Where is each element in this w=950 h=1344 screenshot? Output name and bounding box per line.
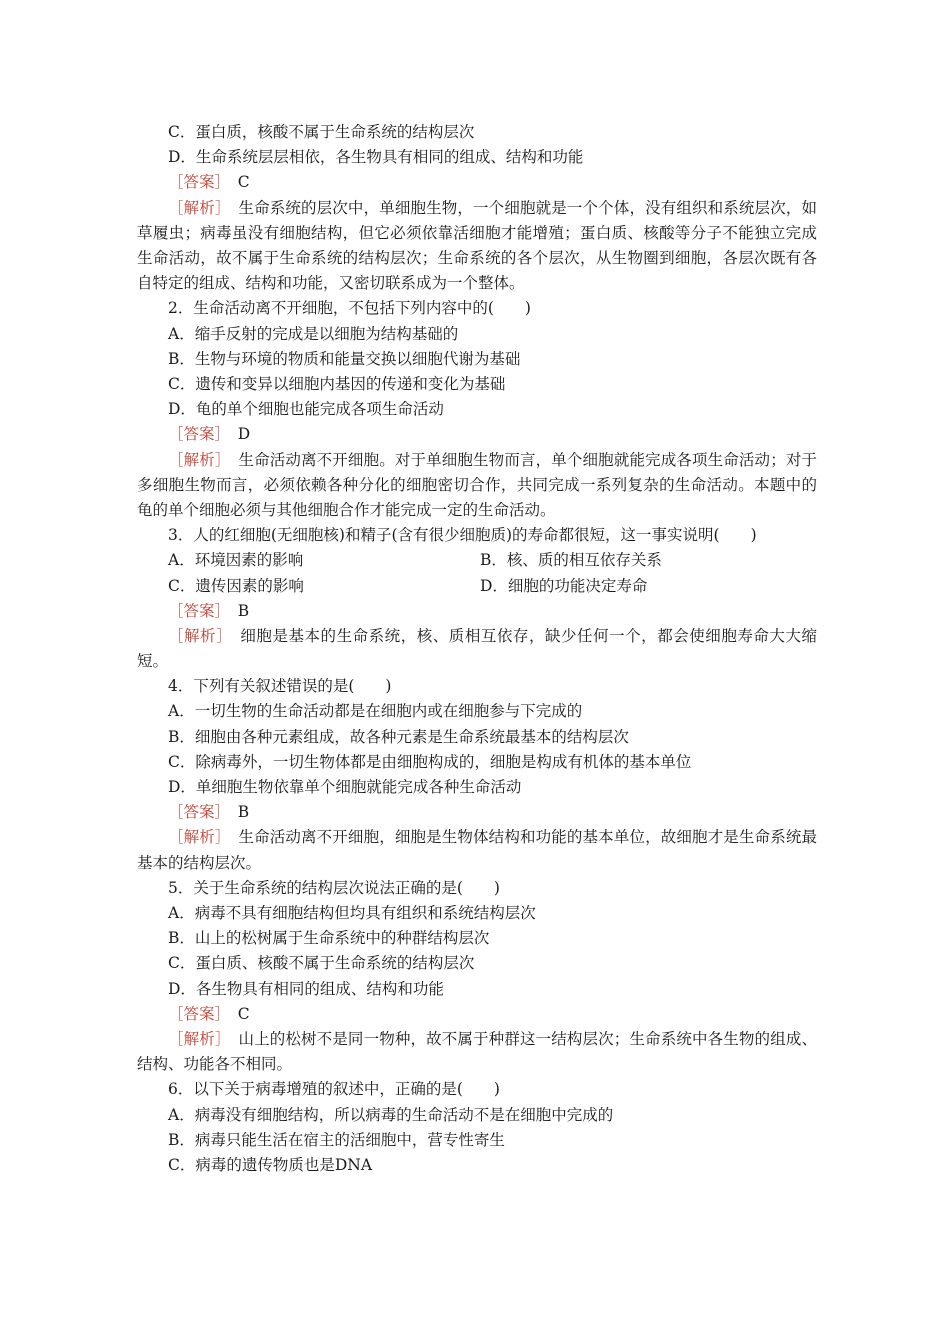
answer-tag: ［答案］ (168, 601, 223, 620)
explanation-text: 细胞是基本的生命系统，核、质相互依存，缺少任何一个，都会使细胞寿命大大缩短。 (137, 626, 817, 671)
q5-option-c: C．蛋白质、核酸不属于生命系统的结构层次 (168, 954, 475, 973)
q5-option-a: A．病毒不具有细胞结构但均具有组织和系统结构层次 (168, 904, 536, 922)
q5-option-b: B．山上的松树属于生命系统中的种群结构层次 (168, 929, 490, 948)
q4-explanation (137, 825, 817, 875)
q3-explanation (137, 624, 817, 674)
answer-tag: ［答案］ (168, 425, 223, 444)
q3-options-row-2 (137, 574, 817, 599)
explanation-text: 生命系统的层次中，单细胞生物，一个细胞就是一个个体，没有组织和系统层次，如草履虫；病毒虽没有细胞结构，但它必须依靠活细胞才能增殖；蛋白质、核酸等分子不能独立完成生命活动，故不属于生命系统的结构层次；生命系统的各个层次，从生物圈到细胞，各层次既有各自特定的组成、结构和功能，又密切联系成为一个整体。 (137, 198, 817, 293)
q6-option-b: B．病毒只能生活在宿主的活细胞中，营专性寄生 (168, 1130, 505, 1149)
q1-option-d: D．生命系统层层相依，各生物具有相同的组成、结构和功能 (168, 148, 584, 167)
explanation-text: 山上的松树不是同一物种，故不属于种群这一结构层次；生命系统中各生物的组成、结构、功能各不相同。 (137, 1029, 817, 1074)
q6-option-c: C．病毒的遗传物质也是DNA (168, 1155, 373, 1174)
q2-explanation (137, 448, 817, 524)
q2-option-d: D．龟的单个细胞也能完成各项生命活动 (168, 400, 444, 419)
q4-option-d: D．单细胞生物依靠单个细胞就能完成各种生命活动 (168, 778, 522, 797)
q4-option-b: B．细胞由各种元素组成，故各种元素是生命系统最基本的结构层次 (168, 727, 629, 746)
explanation-text: 生命活动离不开细胞，细胞是生物体结构和功能的基本单位，故细胞才是生命系统最基本的结构层次。 (137, 828, 817, 872)
q5-answer (137, 1002, 817, 1027)
answer-tag: ［答案］ (168, 803, 223, 822)
q2-stem: 2．生命活动离不开细胞，不包括下列内容中的( ) (168, 299, 531, 318)
answer-tag: ［答案］ (168, 1004, 223, 1023)
q5-explanation (137, 1027, 817, 1077)
q2-option-c: C．遗传和变异以细胞内基因的传递和变化为基础 (168, 374, 506, 393)
answer-value: D (222, 425, 251, 444)
answer-value: C (222, 173, 250, 192)
answer-value: B (222, 601, 250, 620)
q4-option-a: A．一切生物的生命活动都是在细胞内或在细胞参与下完成的 (168, 702, 583, 721)
explanation-tag: ［解析］ (168, 1029, 223, 1048)
q2-option-b: B．生物与环境的物质和能量交换以细胞代谢为基础 (168, 349, 521, 368)
q1-answer (137, 170, 817, 195)
answer-tag: ［答案］ (168, 173, 223, 192)
q5-stem: 5．关于生命系统的结构层次说法正确的是( ) (168, 878, 500, 897)
q3-option-a: A．环境因素的影响 (168, 551, 304, 570)
q1-option-c: C．蛋白质，核酸不属于生命系统的结构层次 (168, 123, 475, 141)
explanation-tag: ［解析］ (168, 198, 223, 217)
q1-explanation (137, 196, 817, 297)
page-content (137, 120, 817, 1178)
q3-option-c: C．遗传因素的影响 (168, 576, 304, 595)
explanation-text: 生命活动离不开细胞。对于单细胞生物而言，单个细胞就能完成各项生命活动；对于多细胞生物而言，必须依赖各种分化的细胞密切合作，共同完成一系列复杂的生命活动。本题中的龟的单个细胞必须与其他细胞合作才能完成一定的生命活动。 (137, 450, 817, 519)
explanation-tag: ［解析］ (168, 450, 223, 469)
explanation-tag: ［解析］ (168, 828, 223, 847)
answer-value: C (222, 1004, 250, 1023)
q6-stem: 6．以下关于病毒增殖的叙述中，正确的是( ) (168, 1080, 500, 1099)
q2-option-a: A．缩手反射的完成是以细胞为结构基础的 (168, 324, 459, 343)
q3-option-b: B．核、质的相互依存关系 (480, 551, 662, 570)
q3-stem: 3．人的红细胞(无细胞核)和精子(含有很少细胞质)的寿命都很短，这一事实说明( ) (168, 526, 757, 545)
answer-value: B (222, 803, 250, 822)
q6-option-a: A．病毒没有细胞结构，所以病毒的生命活动不是在细胞中完成的 (168, 1105, 614, 1124)
q4-answer (137, 800, 817, 825)
q4-option-c: C．除病毒外，一切生物体都是由细胞构成的，细胞是构成有机体的基本单位 (168, 752, 692, 771)
q3-option-d: D．细胞的功能决定寿命 (480, 576, 648, 595)
q3-options-row-1 (137, 548, 817, 573)
q5-option-d: D．各生物具有相同的组成、结构和功能 (168, 979, 444, 998)
q3-answer (137, 599, 817, 624)
q4-stem: 4．下列有关叙述错误的是( ) (168, 677, 392, 696)
explanation-tag: ［解析］ (168, 626, 225, 645)
q2-answer (137, 422, 817, 447)
